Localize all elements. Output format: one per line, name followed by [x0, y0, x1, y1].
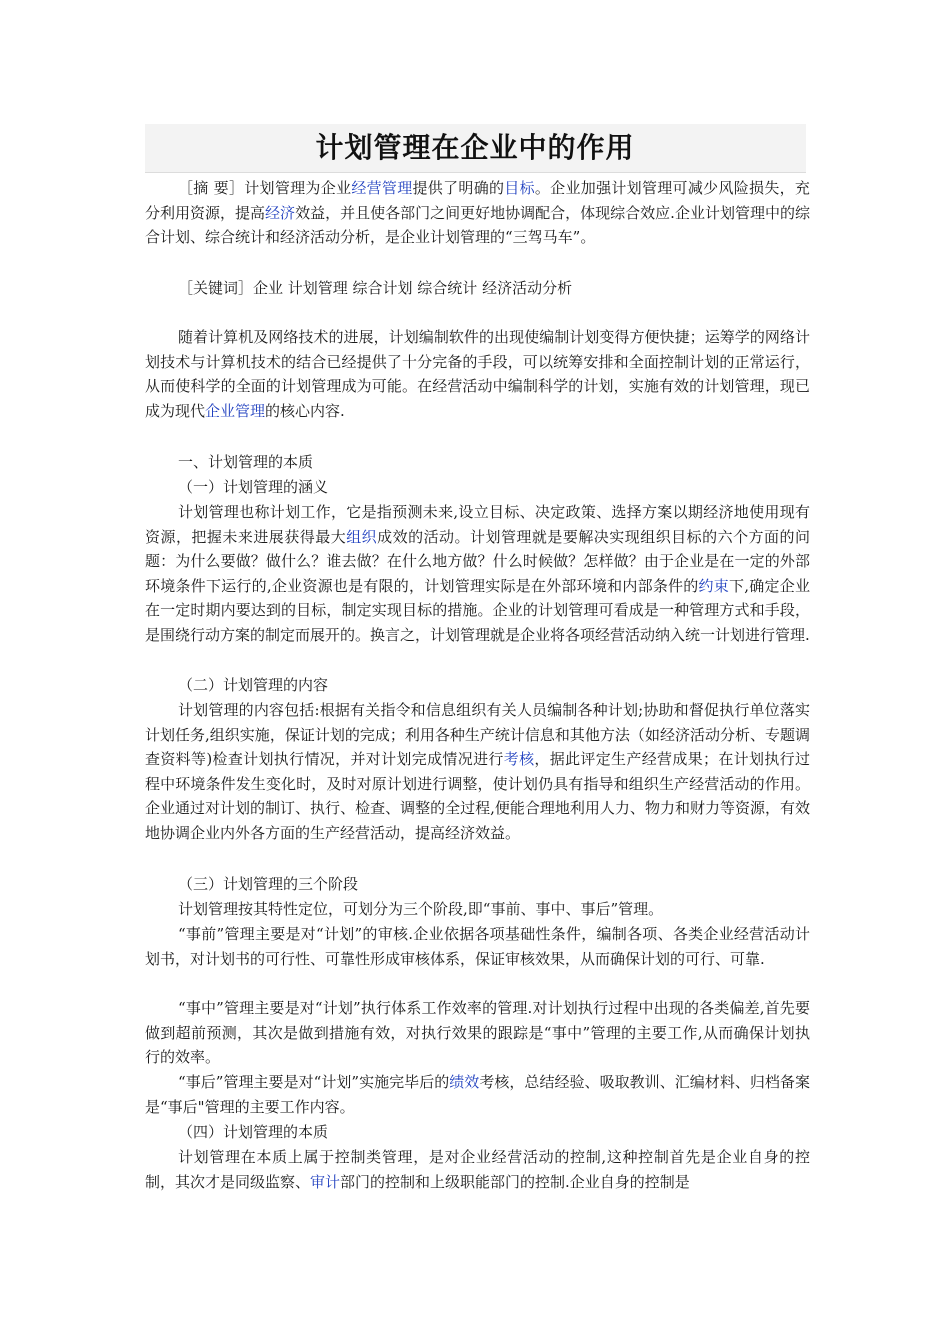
abstract-text: ［摘 要］计划管理为企业 [178, 179, 352, 197]
link-mubiao[interactable]: 目标 [504, 179, 535, 197]
abstract-text: 。企业加强计划管理可减少风险损失，充分利用资源，提高 [145, 179, 810, 222]
intro-text: 随着计算机及网络技术的进展，计划编制软件的出现使编制计划变得方便快捷；运筹学的网络计划技术与计算机技术的结合已经提供了十分完备的手段，可以统筹安排和全面控制计划的正常运行，从而使科学的全面的计划管理成为可能。在经营活动中编制科学的计划，实施有效的计划管理，现已成为现代 [145, 328, 810, 420]
paragraph-shihou [145, 1070, 810, 1119]
body-text: “事后”管理主要是对“计划”实施完毕后的 [178, 1073, 450, 1091]
paragraph-jieduan: 计划管理按其特性定位，可划分为三个阶段,即“事前、事中、事后”管理。 [178, 900, 664, 918]
body-text: 计划管理也称计划工作，它是指预测未来,设立目标、决定政策、选择方案以期经济地使用现有资源，把握未来进展获得最大 [145, 503, 810, 546]
abstract-paragraph [145, 176, 810, 250]
link-zuzhi[interactable]: 组织 [346, 527, 378, 546]
link-jixiao[interactable]: 绩效 [449, 1073, 480, 1091]
link-jingji[interactable]: 经济 [265, 203, 296, 222]
body-text: 计划管理的内容包括:根据有关指令和信息组织有关人员编制各种计划;协助和督促执行单位落实计划任务,组织实施，保证计划的完成；利用各种生产统计信息和其他方法（如经济活动分析、专题调查资料等)检查计划执行情况，并对计划完成情况进行 [145, 701, 810, 769]
body-text: 部门的控制和上级职能部门的控制.企业自身的控制是 [340, 1172, 690, 1191]
link-yueshu[interactable]: 约束 [698, 576, 730, 595]
section-heading-1: 一、计划管理的本质 [178, 453, 314, 471]
body-text: 下,确定企业在一定时期内要达到的目标，制定实现目标的措施。企业的计划管理可看成是一种管理方式和手段，是围绕行动方案的制定而展开的。换言之，计划管理就是企业将各项经营活动纳入统一计划进行管理. [145, 576, 810, 644]
intro-text: 的核心内容. [265, 401, 345, 420]
body-text: 成效的活动。计划管理就是要解决实现组织目标的六个方面的问题：为什么要做？做什么？谁去做？在什么地方做？什么时候做？怎样做？由于企业是在一定的外部环境条件下运行的,企业资源也是有限的，计划管理实际是在外部环境和内部条件的 [145, 527, 810, 595]
body-text: 考核，总结经验、吸取教训、汇编材料、归档备案是“事后"管理的主要工作内容。 [145, 1073, 810, 1116]
abstract-text: 提供了明确的 [412, 179, 505, 197]
body-text: ，据此评定生产经营成果；在计划执行过程中环境条件发生变化时，及时对原计划进行调整，使计划仍具有指导和组织生产经营活动的作用。企业通过对计划的制订、执行、检查、调整的全过程,便能合理地利用人力、物力和财力等资源，有效地协调企业内外各方面的生产经营活动，提高经济效益。 [145, 750, 810, 842]
keywords: ［关键词］企业 计划管理 综合计划 综合统计 经济活动分析 [178, 279, 573, 297]
paragraph-hanyi [145, 500, 810, 648]
link-jingying-guanli[interactable]: 经营管理 [351, 179, 413, 197]
paragraph-shiqian: “事前”管理主要是对“计划”的审核.企业依据各项基础性条件，编制各项、各类企业经营活动计划书，对计划书的可行性、可靠性形成审核体系，保证审核效果，从而确保计划的可行、可靠. [145, 925, 810, 968]
subheading-2: （二）计划管理的内容 [178, 676, 329, 694]
subheading-3: （三）计划管理的三个阶段 [178, 875, 359, 893]
subheading-4: （四）计划管理的本质 [178, 1123, 329, 1141]
intro-paragraph [145, 325, 810, 423]
link-shenji[interactable]: 审计 [310, 1172, 341, 1191]
paragraph-shizhong: “事中”管理主要是对“计划”执行体系工作效率的管理.对计划执行过程中出现的各类偏差,首先要做到超前预测，其次是做到措施有效，对执行效果的跟踪是“事中”管理的主要工作,从而确保计划执行的效率。 [145, 999, 810, 1067]
paragraph-benzhi [145, 1145, 810, 1194]
subheading-1: （一）计划管理的涵义 [178, 478, 329, 496]
link-kaohe[interactable]: 考核 [503, 750, 535, 769]
body-text: 计划管理在本质上属于控制类管理，是对企业经营活动的控制,这种控制首先是企业自身的控制，其次才是同级监察、 [145, 1148, 810, 1191]
page-title: 计划管理在企业中的作用 [315, 131, 635, 164]
link-qiye-guanli[interactable]: 企业管理 [205, 401, 266, 420]
abstract-text: 效益，并且使各部门之间更好地协调配合，体现综合效应.企业计划管理中的综合计划、综合统计和经济活动分析，是企业计划管理的“三驾马车”。 [145, 203, 810, 247]
paragraph-neirong [145, 698, 810, 846]
